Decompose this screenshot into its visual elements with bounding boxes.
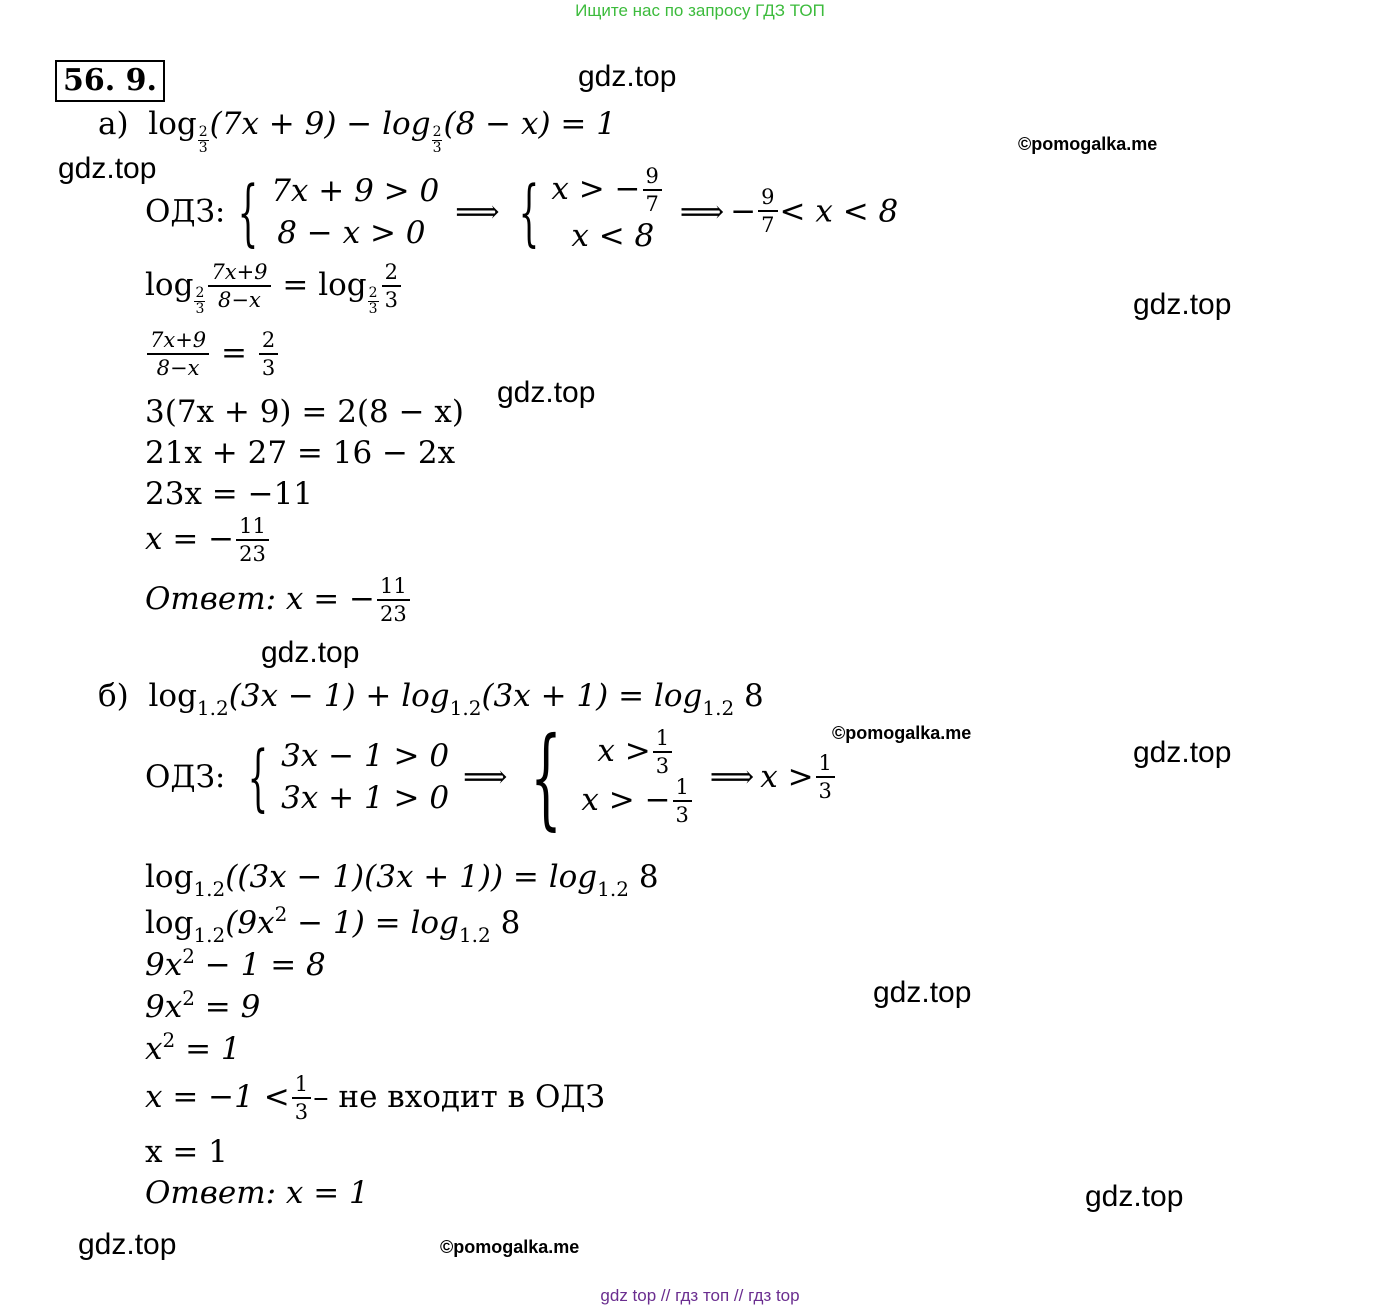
part-a-label: а) xyxy=(98,106,129,142)
part-a-step3: 3(7x + 9) = 2(8 − x) xyxy=(145,394,465,430)
part-a-step2: $\frac{7x+9}{8-x}$ = $\frac{2}{3}$ xyxy=(145,330,280,379)
part-b-answer: Ответ: x = 1 xyxy=(145,1175,369,1211)
part-a-answer: Ответ: x = − $\frac{11}{23}$ xyxy=(145,576,412,625)
odz-result-system: x > − $\frac{9}{7}$ x < 8 xyxy=(551,166,664,257)
brace-icon: { xyxy=(247,735,269,819)
watermark-gdz: gdz.top xyxy=(1133,736,1232,769)
top-banner[interactable]: Ищите нас по запросу ГДЗ ТОП xyxy=(575,1,825,20)
watermark-gdz: gdz.top xyxy=(261,636,360,669)
part-b-step7: x = 1 xyxy=(145,1134,228,1170)
log-base: $\frac{2}{3}$ xyxy=(198,124,208,156)
watermark-gdz: gdz.top xyxy=(578,60,677,93)
log-base: $\frac{2}{3}$ xyxy=(432,124,442,156)
part-a-equation: а) log $\frac{2}{3}$ (7x + 9) − log $\frac{2}{3}$ (8 − x) = 1 xyxy=(98,106,616,156)
watermark-gdz: gdz.top xyxy=(873,976,972,1009)
part-a-step4: 21x + 27 = 16 − 2x xyxy=(145,435,456,471)
watermark-pomogalka: ©pomogalka.me xyxy=(832,723,972,743)
odz-label: ОДЗ: xyxy=(145,193,226,230)
odz-system: 3x − 1 > 0 3x + 1 > 0 xyxy=(281,738,450,816)
watermark-gdz: gdz.top xyxy=(1133,288,1232,321)
watermark-gdz: gdz.top xyxy=(78,1228,177,1261)
watermark-pomogalka: ©pomogalka.me xyxy=(440,1237,580,1257)
bottom-banner[interactable]: gdz top // гдз топ // гдз top xyxy=(600,1286,800,1305)
watermark-gdz: gdz.top xyxy=(58,152,157,185)
part-a-step5: 23x = −11 xyxy=(145,476,314,512)
part-a-solution: x = − $\frac{11}{23}$ xyxy=(145,516,271,565)
part-b-step2: $\log_{1.2}(9x^2 - 1) = \log_{1.2} 8$ xyxy=(145,902,521,947)
problem-number: 56. 9. xyxy=(55,60,165,102)
odz-system: 7x + 9 > 0 8 − x > 0 xyxy=(271,172,440,251)
brace-icon: { xyxy=(530,713,563,841)
brace-icon: { xyxy=(237,169,259,254)
part-b-step5: $x^2 = 1$ xyxy=(145,1028,241,1067)
part-b-label: б) xyxy=(98,678,129,714)
watermark-gdz: gdz.top xyxy=(1085,1180,1184,1213)
part-a-step1: log $\frac{2}{3}$ $\frac{7x+9}{8-x}$ = log $\frac{2}{3}$ $\frac{2}{3}$ xyxy=(145,262,403,316)
watermark-pomogalka: ©pomogalka.me xyxy=(1018,134,1158,154)
part-b-step1: $\log_{1.2}((3x - 1)(3x + 1)) = \log_{1.2} 8$ xyxy=(145,859,659,901)
part-b-step6: x = −1 < $\frac{1}{3}$ – не входит в ОДЗ xyxy=(145,1072,605,1124)
odz-result-system: x > $\frac{1}{3}$ x > − $\frac{1}{3}$ xyxy=(581,728,694,826)
part-b-odz: ОДЗ: { 3x − 1 > 0 3x + 1 > 0 ⟹ { x > $\frac{1}{3}$ x > − $\frac{1}{3}$ ⟹ x > $\frac{1}{3}$ xyxy=(145,722,837,832)
part-b-equation: б) $\log_{1.2}(3x - 1) + \log_{1.2}(3x + 1) = \log_{1.2} 8$ xyxy=(98,678,764,720)
brace-icon: { xyxy=(518,169,539,254)
part-a-odz: ОДЗ: { 7x + 9 > 0 8 − x > 0 ⟹ { x > − $\frac{9}{7}$ x < 8 ⟹ − $\frac{9}{7}$ < x < 8 xyxy=(145,166,898,257)
part-b-step4: $9x^2 = 9$ xyxy=(145,986,261,1025)
watermark-gdz: gdz.top xyxy=(497,376,596,409)
part-b-step3: $9x^2 - 1 = 8$ xyxy=(145,944,326,983)
